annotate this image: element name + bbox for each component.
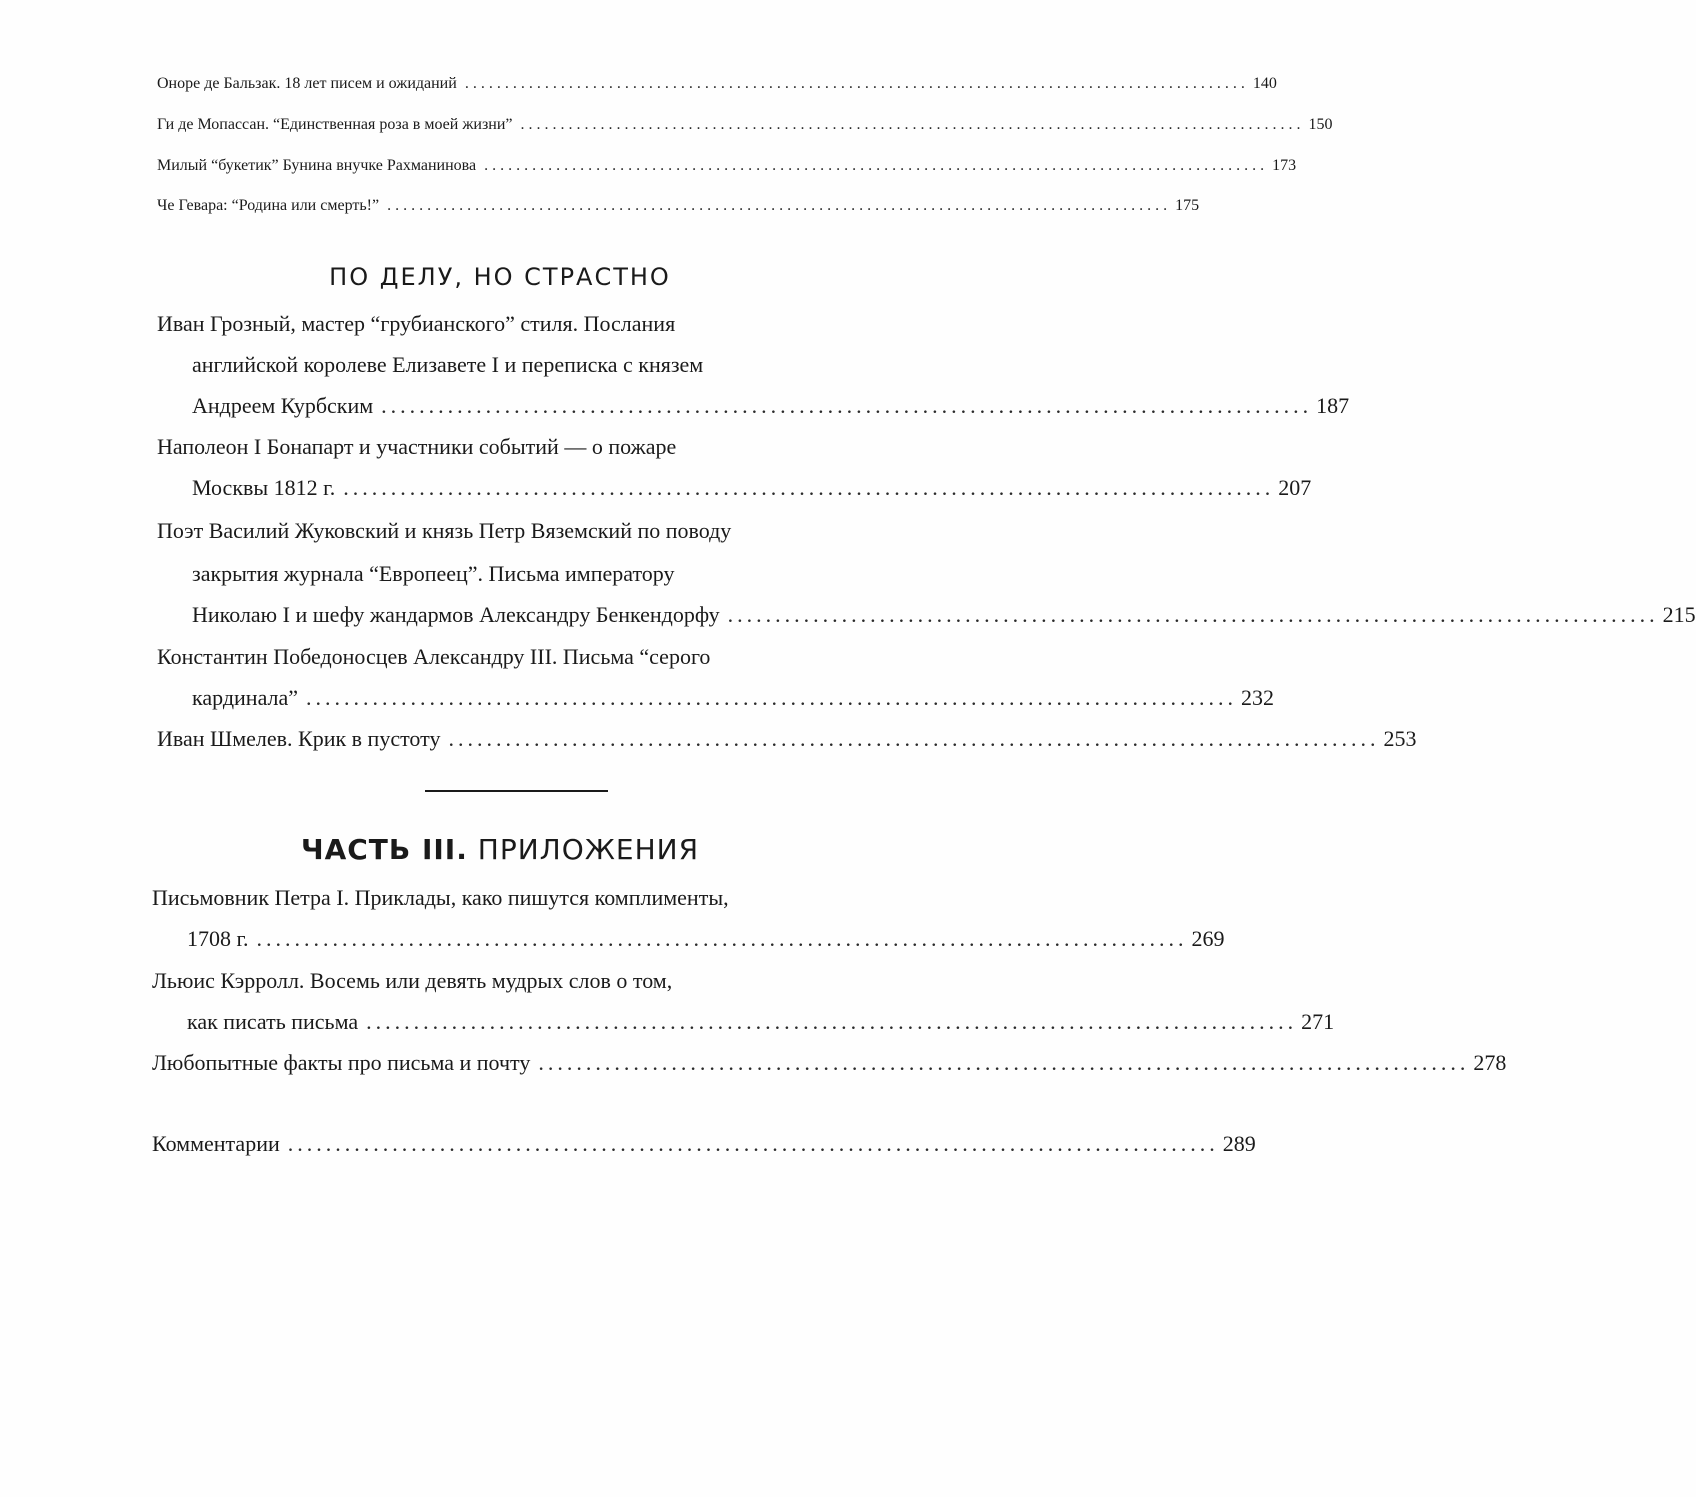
toc-entry-line: Наполеон I Бонапарт и участники событий — о пожаре (157, 434, 677, 459)
leader-dots: .................................................................................................. (256, 926, 1188, 951)
toc-entry (157, 116, 1333, 158)
toc-entry-page: 253 (1383, 726, 1417, 751)
leader-dots: .................................................................................................. (448, 726, 1380, 751)
toc-entry-line: Константин Победоносцев Александру III. Письма “серого (157, 644, 711, 669)
leader-dots: .................................................................................................. (381, 393, 1313, 418)
toc-entry-page: 269 (1191, 926, 1225, 951)
toc-entry (192, 467, 1312, 509)
toc-entry-title: как писать письма (187, 1009, 359, 1034)
toc-entry-title: Комментарии (152, 1131, 280, 1156)
toc-entry (192, 594, 1696, 636)
toc-entry-page: 232 (1241, 685, 1275, 710)
toc-entry-title: 1708 г. (187, 926, 249, 951)
toc-entry (157, 157, 1297, 199)
toc-entry-line: Иван Грозный, мастер “грубианского” стиля. Послания (157, 311, 676, 336)
part-number: ЧАСТЬ III. (300, 833, 468, 866)
toc-entry-page: 140 (1252, 75, 1277, 92)
toc-entry-title: Оноре де Бальзак. 18 лет писем и ожиданий (157, 75, 457, 92)
leader-dots: .................................................................................................. (464, 75, 1249, 92)
toc-entry-page: 187 (1316, 393, 1350, 418)
section-title: ПО ДЕЛУ, НО СТРАСТНО (329, 263, 671, 291)
toc-entry (157, 718, 1417, 760)
toc-entry-title: Иван Шмелев. Крик в пустоту (157, 726, 441, 751)
toc-entry-page: 207 (1278, 475, 1312, 500)
leader-dots: .................................................................................................. (287, 1131, 1219, 1156)
section-divider (425, 790, 608, 792)
leader-dots: .................................................................................................. (366, 1009, 1298, 1034)
toc-entry-page: 173 (1272, 157, 1297, 174)
toc-entry-page: 175 (1175, 197, 1200, 214)
toc-entry-page: 150 (1308, 116, 1333, 133)
toc-entry (157, 75, 1277, 117)
leader-dots: .................................................................................................. (484, 157, 1269, 174)
leader-dots: .................................................................................................. (520, 116, 1305, 133)
toc-entry-title: кардинала” (192, 685, 299, 710)
toc-entry-line: Письмовник Петра I. Приклады, како пишутся комплименты, (152, 885, 729, 910)
toc-entry-title: Милый “букетик” Бунина внучке Рахманинова (157, 157, 477, 174)
toc-entry-page: 289 (1222, 1131, 1256, 1156)
toc-entry-line: Поэт Василий Жуковский и князь Петр Вяземский по поводу (157, 518, 732, 543)
toc-entry-comments (152, 1123, 1256, 1165)
toc-entry (187, 918, 1225, 960)
toc-entry (187, 1001, 1335, 1043)
toc-entry-line: закрытия журнала “Европеец”. Письма императору (192, 561, 675, 586)
toc-entry (152, 1042, 1507, 1084)
toc-entry-page: 278 (1473, 1050, 1507, 1075)
toc-entry-page: 271 (1301, 1009, 1335, 1034)
toc-entry-line: английской королеве Елизавете I и переписка с князем (192, 352, 704, 377)
toc-entry-title: Че Гевара: “Родина или смерть!” (157, 197, 380, 214)
toc-entry-title: Москвы 1812 г. (192, 475, 336, 500)
toc-entry-title: Андреем Курбским (192, 393, 374, 418)
toc-entry (192, 385, 1350, 427)
leader-dots: .................................................................................................. (538, 1050, 1470, 1075)
leader-dots: .................................................................................................. (343, 475, 1275, 500)
leader-dots: .................................................................................................. (387, 197, 1172, 214)
toc-entry-title: Ги де Мопассан. “Единственная роза в моей жизни” (157, 116, 513, 133)
toc-entry-page: 215 (1662, 602, 1696, 627)
leader-dots: .................................................................................................. (306, 685, 1238, 710)
toc-entry (157, 197, 1200, 239)
toc-entry-title: Любопытные факты про письма и почту (152, 1050, 531, 1075)
leader-dots: .................................................................................................. (727, 602, 1659, 627)
toc-entry-line: Льюис Кэрролл. Восемь или девять мудрых слов о том, (152, 968, 673, 993)
toc-entry (192, 677, 1275, 719)
toc-entry-title: Николаю I и шефу жандармов Александру Бенкендорфу (192, 602, 720, 627)
part-title (0, 833, 1000, 866)
part-name: ПРИЛОЖЕНИЯ (467, 833, 700, 866)
